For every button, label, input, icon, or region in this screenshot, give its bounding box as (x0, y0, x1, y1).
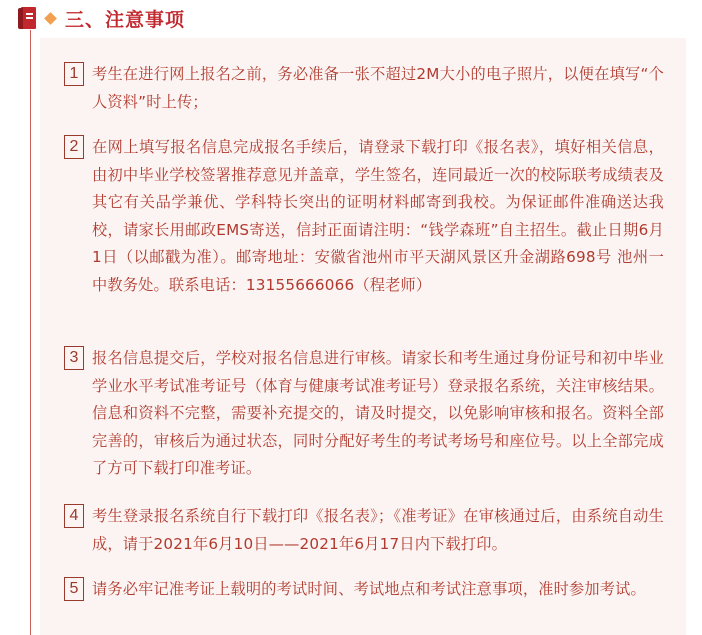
list-item (64, 503, 664, 558)
section-title: 三、注意事项 (65, 8, 186, 31)
item-number-box: 3 (64, 346, 84, 370)
item-number-box: 1 (64, 62, 84, 86)
item-text: 考生登录报名系统自行下载打印《报名表》；《准考证》在审核通过后，由系统自动生成，请于2021年6月10日——2021年6月17日内下载打印。 (92, 507, 664, 553)
diamond-bullet-icon (44, 12, 57, 25)
list-item (64, 576, 664, 604)
list-item (64, 345, 664, 483)
item-text: 在网上填写报名信息完成报名手续后，请登录下载打印《报名表》，填好相关信息，由初中毕业学校签署推荐意见并盖章，学生签名，连同最近一次的校际联考成绩表及其它有关品学兼优、学科特长突出的证明材料邮寄到我校。为保证邮件准确送达我校，请家长用邮政EMS寄送，信封正面请注明：“钱学森班”自主招生。截止日期6月1日（以邮戳为准）。邮寄地址：安徽省池州市平天湖风景区升金湖路698号 池州一中教务处。联系电话：13155666066（程老师） (92, 138, 664, 294)
item-number-box: 4 (64, 504, 84, 528)
book-icon (18, 7, 36, 29)
decorative-vertical-line (30, 30, 31, 635)
item-text: 请务必牢记准考证上载明的考试时间、考试地点和考试注意事项，准时参加考试。 (92, 580, 646, 598)
item-number-box: 2 (64, 135, 84, 159)
item-text: 报名信息提交后，学校对报名信息进行审核。请家长和考生通过身份证号和初中毕业学业水平考试准考证号（体育与健康考试准考证号）登录报名系统，关注审核结果。信息和资料不完整，需要补充提交的，请及时提交，以免影响审核和报名。资料全部完善的，审核后为通过状态，同时分配好考生的考试考场号和座位号。以上全部完成了方可下载打印准考证。 (92, 349, 664, 478)
section-header (18, 6, 185, 30)
list-item (64, 61, 664, 116)
list-item (64, 134, 664, 300)
item-text: 考生在进行网上报名之前，务必准备一张不超过2M大小的电子照片，以便在填写“个人资料”时上传； (92, 65, 664, 111)
item-number-box: 5 (64, 577, 84, 601)
